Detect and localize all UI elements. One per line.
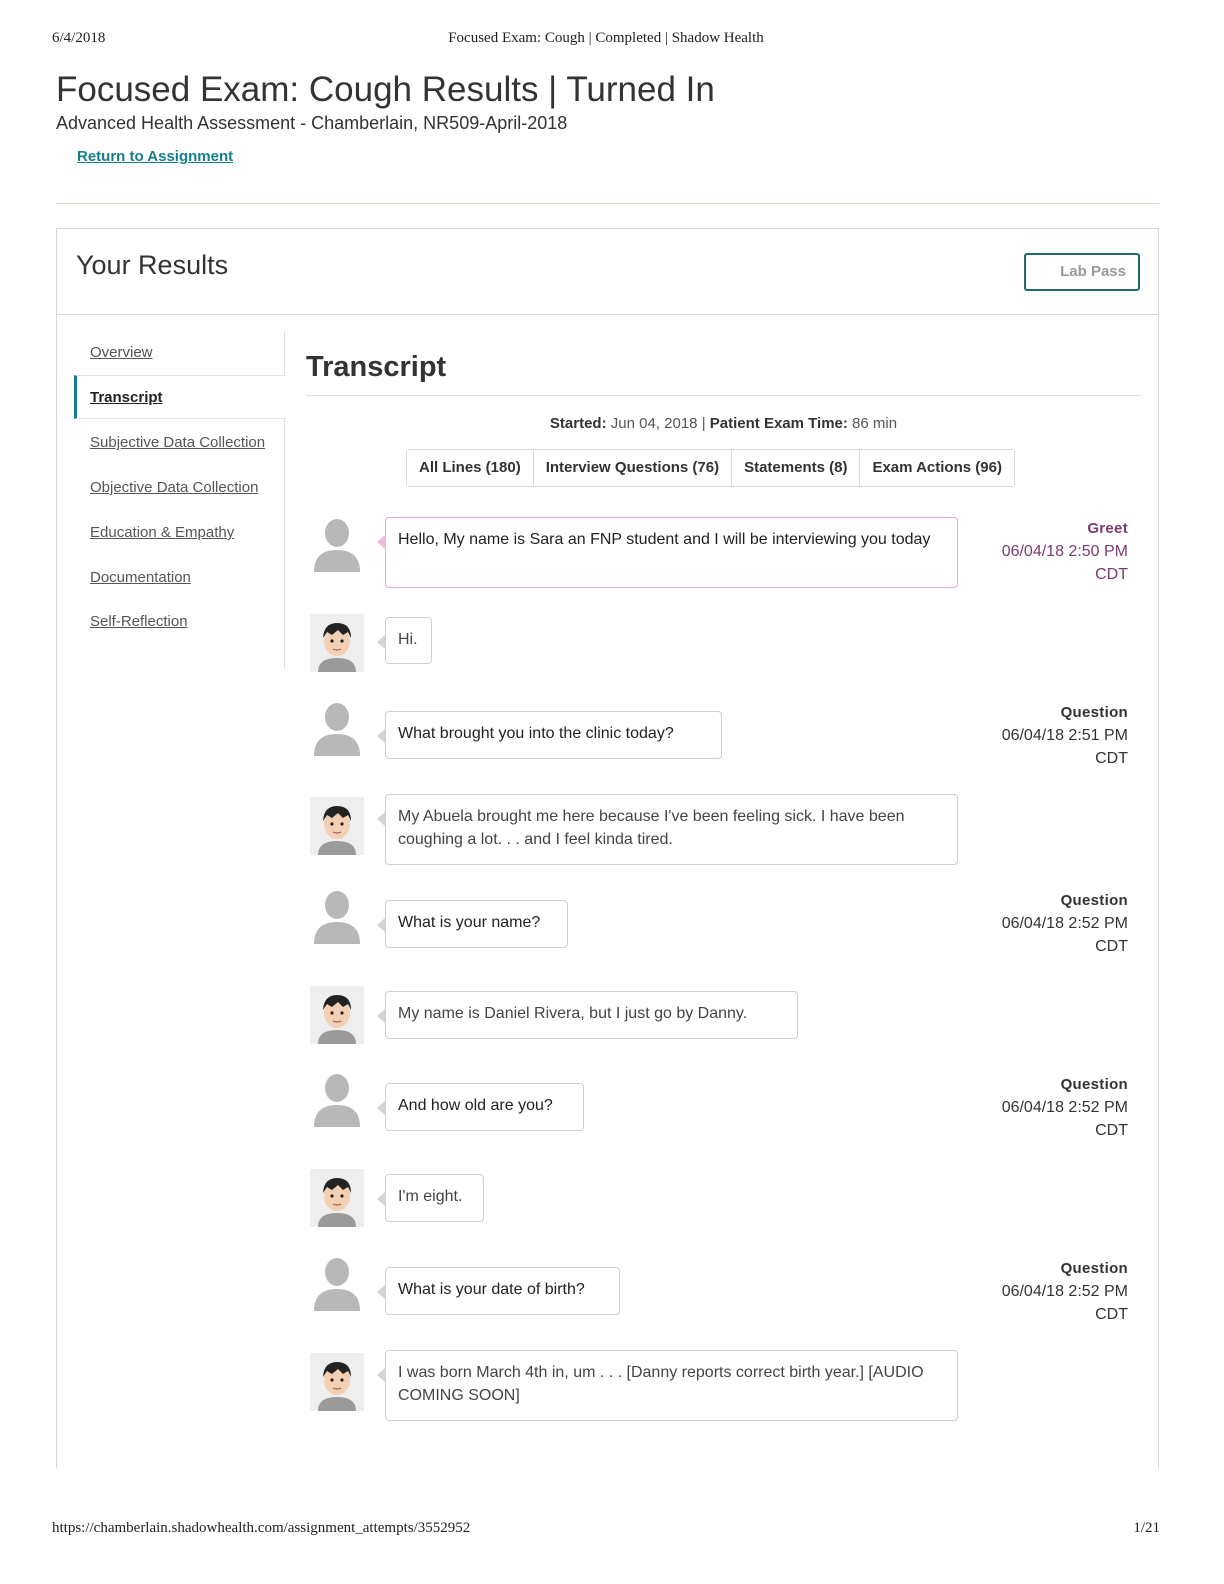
user-silhouette-icon (310, 1069, 364, 1127)
user-silhouette-icon (310, 514, 364, 572)
message-timezone: CDT (1095, 566, 1128, 583)
message-type: Question (1060, 1076, 1128, 1093)
message-bubble: What brought you into the clinic today? (385, 711, 722, 759)
sidebar-item-label: Subjective Data Collection (90, 434, 266, 451)
print-date: 6/4/2018 (52, 30, 106, 46)
message-meta (1002, 701, 1128, 770)
sidebar-item-transcript[interactable] (74, 375, 286, 419)
sidebar-item-objective-data-collection[interactable] (74, 466, 285, 510)
exam-time-label: Patient Exam Time: (709, 415, 848, 432)
message-date: 06/04/18 2:51 PM (1001, 727, 1128, 744)
message-meta (1002, 517, 1128, 586)
message-timezone: CDT (1095, 938, 1128, 955)
print-url: https://chamberlain.shadowhealth.com/assignment_attempts/3552952 (52, 1520, 471, 1536)
message-type: Greet (1087, 520, 1128, 537)
message-bubble: Hello, My name is Sara an FNP student and I will be interviewing you today (385, 517, 958, 588)
results-panel (56, 228, 1159, 1468)
user-silhouette-icon (310, 698, 364, 756)
message-type: Question (1060, 704, 1128, 721)
page-title: Focused Exam: Cough Results | Turned In (56, 70, 715, 109)
print-footer (52, 1520, 1160, 1540)
sidebar-item-overview[interactable] (74, 331, 285, 375)
return-to-assignment-link[interactable]: Return to Assignment (77, 148, 234, 165)
message-bubble: What is your date of birth? (385, 1267, 620, 1315)
results-header (57, 229, 1158, 315)
message-date: 06/04/18 2:52 PM (1001, 1283, 1128, 1300)
filter-statements[interactable]: Statements (8) (732, 450, 860, 486)
started-value: Jun 04, 2018 (610, 415, 698, 432)
message-date: 06/04/18 2:52 PM (1001, 1099, 1128, 1116)
patient-avatar-icon (310, 1169, 364, 1227)
patient-avatar-icon (310, 614, 364, 672)
sidebar-item-label: Education & Empathy (90, 524, 235, 541)
user-silhouette-icon (310, 1253, 364, 1311)
message-date: 06/04/18 2:50 PM (1001, 543, 1128, 560)
filter-all-lines[interactable]: All Lines (180) (407, 450, 534, 486)
exam-info (306, 415, 1141, 432)
sidebar-item-label: Documentation (90, 569, 191, 586)
message-meta (1002, 889, 1128, 958)
message-bubble: What is your name? (385, 900, 568, 948)
divider (56, 203, 1159, 204)
user-silhouette-icon (310, 886, 364, 944)
patient-avatar-icon (310, 986, 364, 1044)
message-bubble: Hi. (385, 617, 432, 664)
message-type: Question (1060, 1260, 1128, 1277)
message-bubble: And how old are you? (385, 1083, 584, 1131)
page-subtitle: Advanced Health Assessment - Chamberlain, NR509-April-2018 (56, 113, 568, 133)
message-bubble: My name is Daniel Rivera, but I just go by Danny. (385, 991, 798, 1039)
section-title: Transcript (306, 351, 447, 383)
print-title: Focused Exam: Cough | Completed | Shadow Health (448, 30, 764, 46)
sidebar-item-label: Transcript (90, 389, 163, 406)
sidebar-item-label: Overview (90, 344, 153, 361)
results-sidebar (74, 331, 285, 669)
print-header (52, 30, 1160, 50)
message-date: 06/04/18 2:52 PM (1001, 915, 1128, 932)
sidebar-item-education-empathy[interactable] (74, 511, 285, 555)
message-type: Question (1060, 892, 1128, 909)
sidebar-item-subjective-data-collection[interactable] (74, 421, 285, 465)
sidebar-item-label: Objective Data Collection (90, 479, 259, 496)
filter-interview-questions[interactable]: Interview Questions (76) (534, 450, 732, 486)
sidebar-item-label: Self-Reflection (90, 613, 188, 630)
started-label: Started: (549, 415, 607, 432)
lab-pass-button[interactable]: Lab Pass (1024, 253, 1140, 291)
page-number: 1/21 (1133, 1520, 1160, 1536)
transcript-filter-group (406, 449, 1015, 487)
patient-avatar-icon (310, 797, 364, 855)
message-timezone: CDT (1095, 1122, 1128, 1139)
exam-time-value: 86 min (852, 415, 898, 432)
sidebar-item-documentation[interactable] (74, 556, 285, 600)
message-bubble: I'm eight. (385, 1174, 484, 1222)
separator: | (701, 415, 706, 432)
patient-avatar-icon (310, 1353, 364, 1411)
results-title: Your Results (76, 250, 229, 280)
sidebar-item-self-reflection[interactable] (74, 600, 285, 644)
message-timezone: CDT (1095, 750, 1128, 767)
divider (306, 395, 1141, 396)
message-bubble: My Abuela brought me here because I've been feeling sick. I have been coughing a lot. . . and I feel kinda tired. (385, 794, 958, 865)
message-bubble: I was born March 4th in, um . . . [Danny reports correct birth year.] [AUDIO COMING SOON] (385, 1350, 958, 1421)
message-timezone: CDT (1095, 1306, 1128, 1323)
message-meta (1002, 1257, 1128, 1326)
message-meta (1002, 1073, 1128, 1142)
filter-exam-actions[interactable]: Exam Actions (96) (860, 450, 1014, 486)
